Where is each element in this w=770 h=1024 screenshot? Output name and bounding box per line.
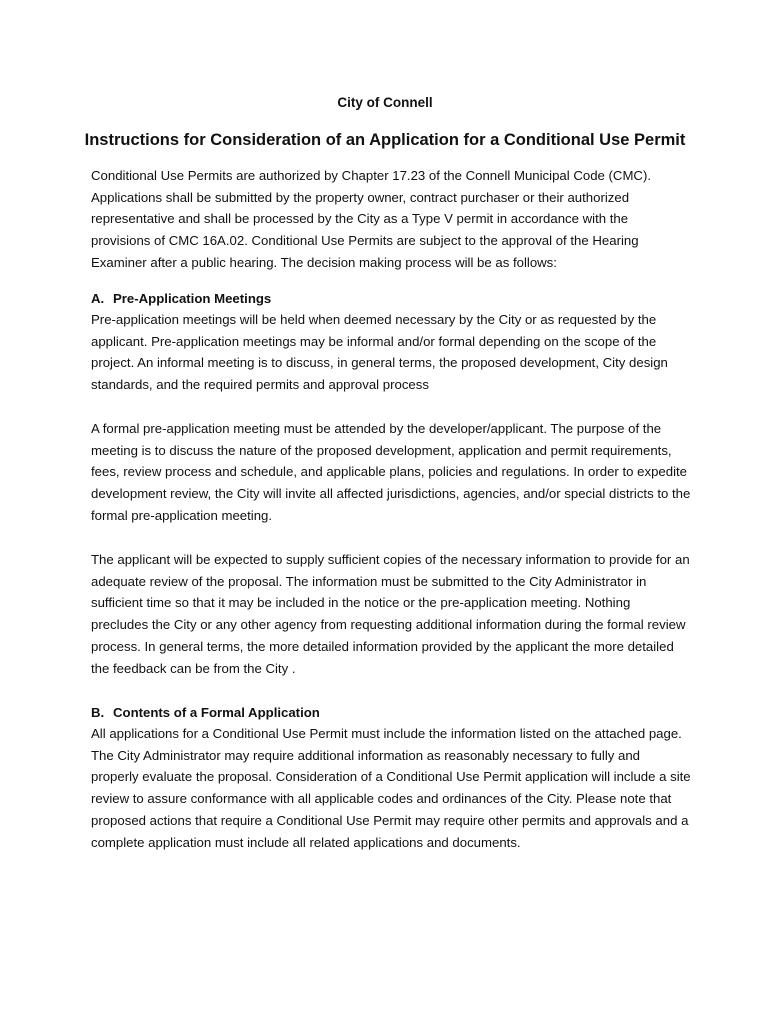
section-a-paragraph-1: Pre-application meetings will be held when deemed necessary by the City or as requested by the applicant. Pre-application meetings may be informal and/or formal depending on the scope of the project. An informal meeting is to discuss, in general terms, the proposed development, City design standards, and the required permits and approval process xyxy=(91,312,668,393)
section-a-heading xyxy=(91,288,691,310)
section-a-paragraph-3: The applicant will be expected to supply sufficient copies of the necessary information to provide for an adequate review of the proposal. The information must be submitted to the City Administrator in sufficient time so that it may be included in the notice or the pre-application meeting. Nothing precludes the City or any other agency from requesting additional information during the formal review process. In general terms, the more detailed information provided by the applicant the more detailed the feedback can be from the City . xyxy=(91,552,690,676)
section-b-paragraph-1: All applications for a Conditional Use Permit must include the information listed on the attached page. The City Administrator may require additional information as reasonably necessary to fully and properly evaluate the proposal. Consideration of a Conditional Use Permit application will include a site review to assure conformance with all applicable codes and ordinances of the City. Please note that proposed actions that require a Conditional Use Permit may require other permits and approvals and a complete application must include all related applications and documents. xyxy=(91,726,691,850)
section-b-letter: B. xyxy=(91,705,105,720)
section-a-letter: A. xyxy=(91,291,105,306)
intro-paragraph: Conditional Use Permits are authorized by Chapter 17.23 of the Connell Municipal Code (CMC). Applications shall be submitted by the property owner, contract purchaser or their authorized representative and shall be processed by the City as a Type V permit in accordance with the provisions of CMC 16A.02. Conditional Use Permits are subject to the approval of the Hearing Examiner after a public hearing. The decision making process will be as follows: xyxy=(91,168,652,270)
section-b-heading xyxy=(91,702,691,724)
section-a-paragraph-2: A formal pre-application meeting must be attended by the developer/applicant. The purpose of the meeting is to discuss the nature of the proposed development, application and permit requirements, fees, review process and schedule, and applicable plans, policies and regulations. In order to expedite development review, the City will invite all affected jurisdictions, agencies, and/or special districts to the formal pre-application meeting. xyxy=(91,421,691,523)
section-b-title: Contents of a Formal Application xyxy=(113,705,320,720)
section-a-title: Pre-Application Meetings xyxy=(113,291,272,306)
document-title: Instructions for Consideration of an Application for a Conditional Use Permit xyxy=(84,131,686,149)
city-name: City of Connell xyxy=(337,95,433,110)
